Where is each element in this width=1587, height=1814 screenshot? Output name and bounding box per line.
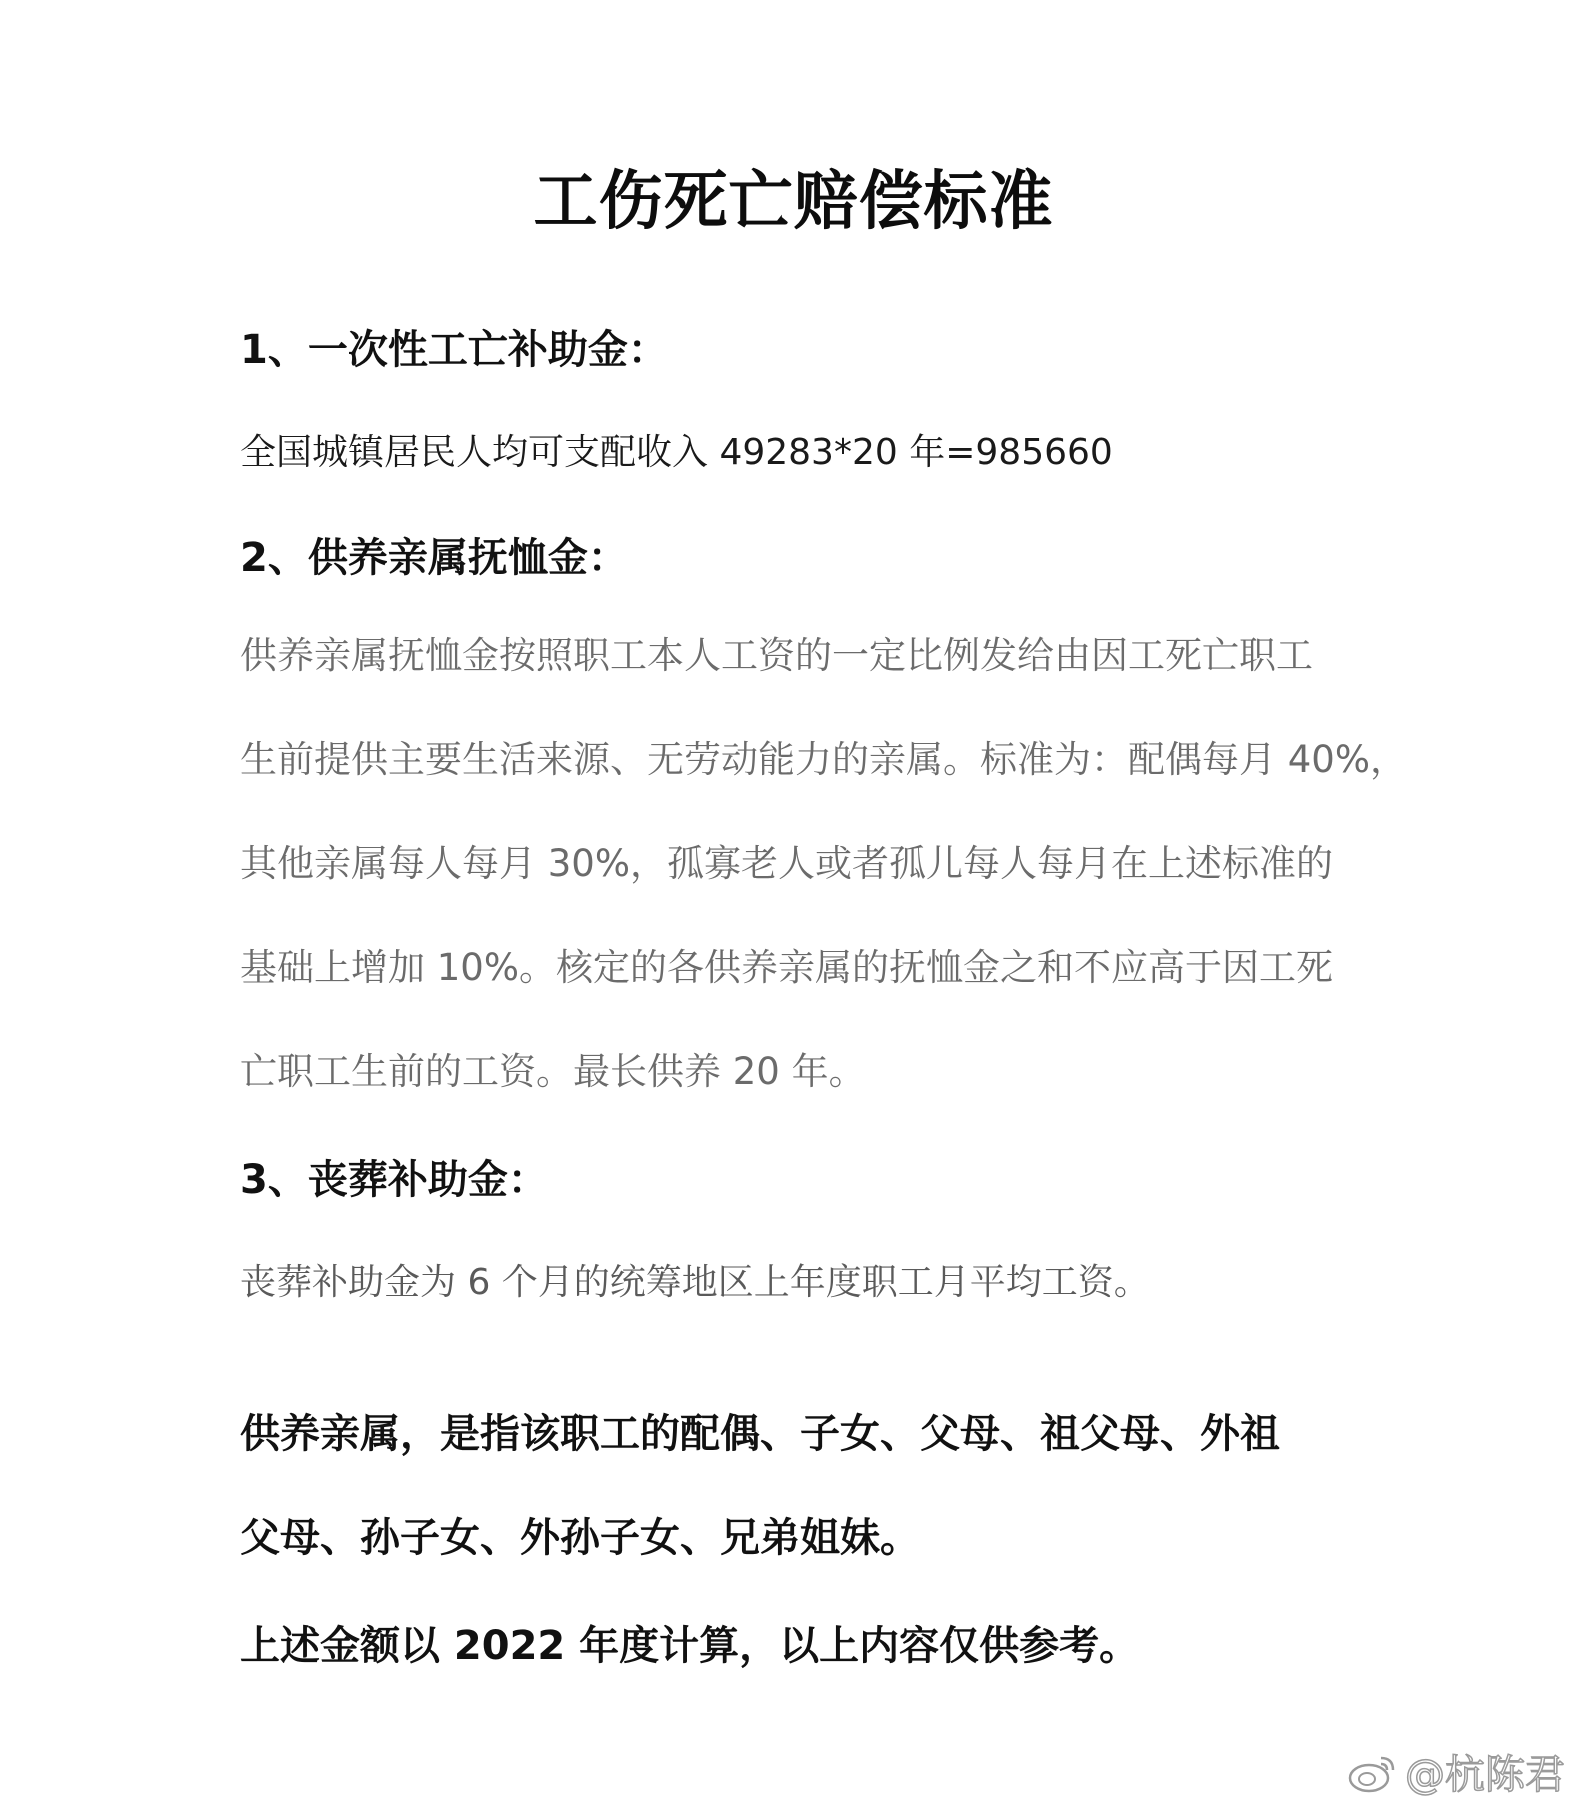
section-3-heading: 3、丧葬补助金： bbox=[240, 1157, 548, 1203]
section-2-body-line: 供养亲属抚恤金按照职工本人工资的一定比例发给由因工死亡职工 bbox=[240, 634, 1313, 677]
section-3-body: 丧葬补助金为 6 个月的统筹地区上年度职工月平均工资。 bbox=[240, 1262, 1150, 1303]
page-title: 工伤死亡赔偿标准 bbox=[533, 165, 1054, 239]
dependents-note bbox=[240, 1382, 1360, 1590]
section-2-heading: 2、供养亲属抚恤金： bbox=[240, 535, 628, 581]
dependents-note-line: 供养亲属，是指该职工的配偶、子女、父母、祖父母、外祖 bbox=[240, 1411, 1280, 1457]
watermark-text: @杭陈君 bbox=[1405, 1752, 1565, 1798]
dependents-note-line: 父母、孙子女、外孙子女、兄弟姐妹。 bbox=[240, 1515, 920, 1561]
section-2-body-line: 其他亲属每人每月 30%，孤寡老人或者孤儿每人每月在上述标准的 bbox=[240, 842, 1333, 885]
section-2-body-line: 亡职工生前的工资。最长供养 20 年。 bbox=[240, 1050, 866, 1093]
disclaimer: 上述金额以 2022 年度计算，以上内容仅供参考。 bbox=[240, 1623, 1140, 1669]
weibo-logo-icon bbox=[1347, 1750, 1399, 1794]
section-1-heading: 1、一次性工亡补助金： bbox=[240, 327, 668, 373]
section-2-body-line: 生前提供主要生活来源、无劳动能力的亲属。标准为：配偶每月 40%， bbox=[240, 738, 1407, 781]
section-2-body-line: 基础上增加 10%。核定的各供养亲属的抚恤金之和不应高于因工死 bbox=[240, 946, 1333, 989]
section-2-body bbox=[240, 604, 1407, 1124]
section-1-body: 全国城镇居民人均可支配收入 49283*20 年=985660 bbox=[240, 432, 1113, 473]
watermark bbox=[1347, 1743, 1565, 1800]
